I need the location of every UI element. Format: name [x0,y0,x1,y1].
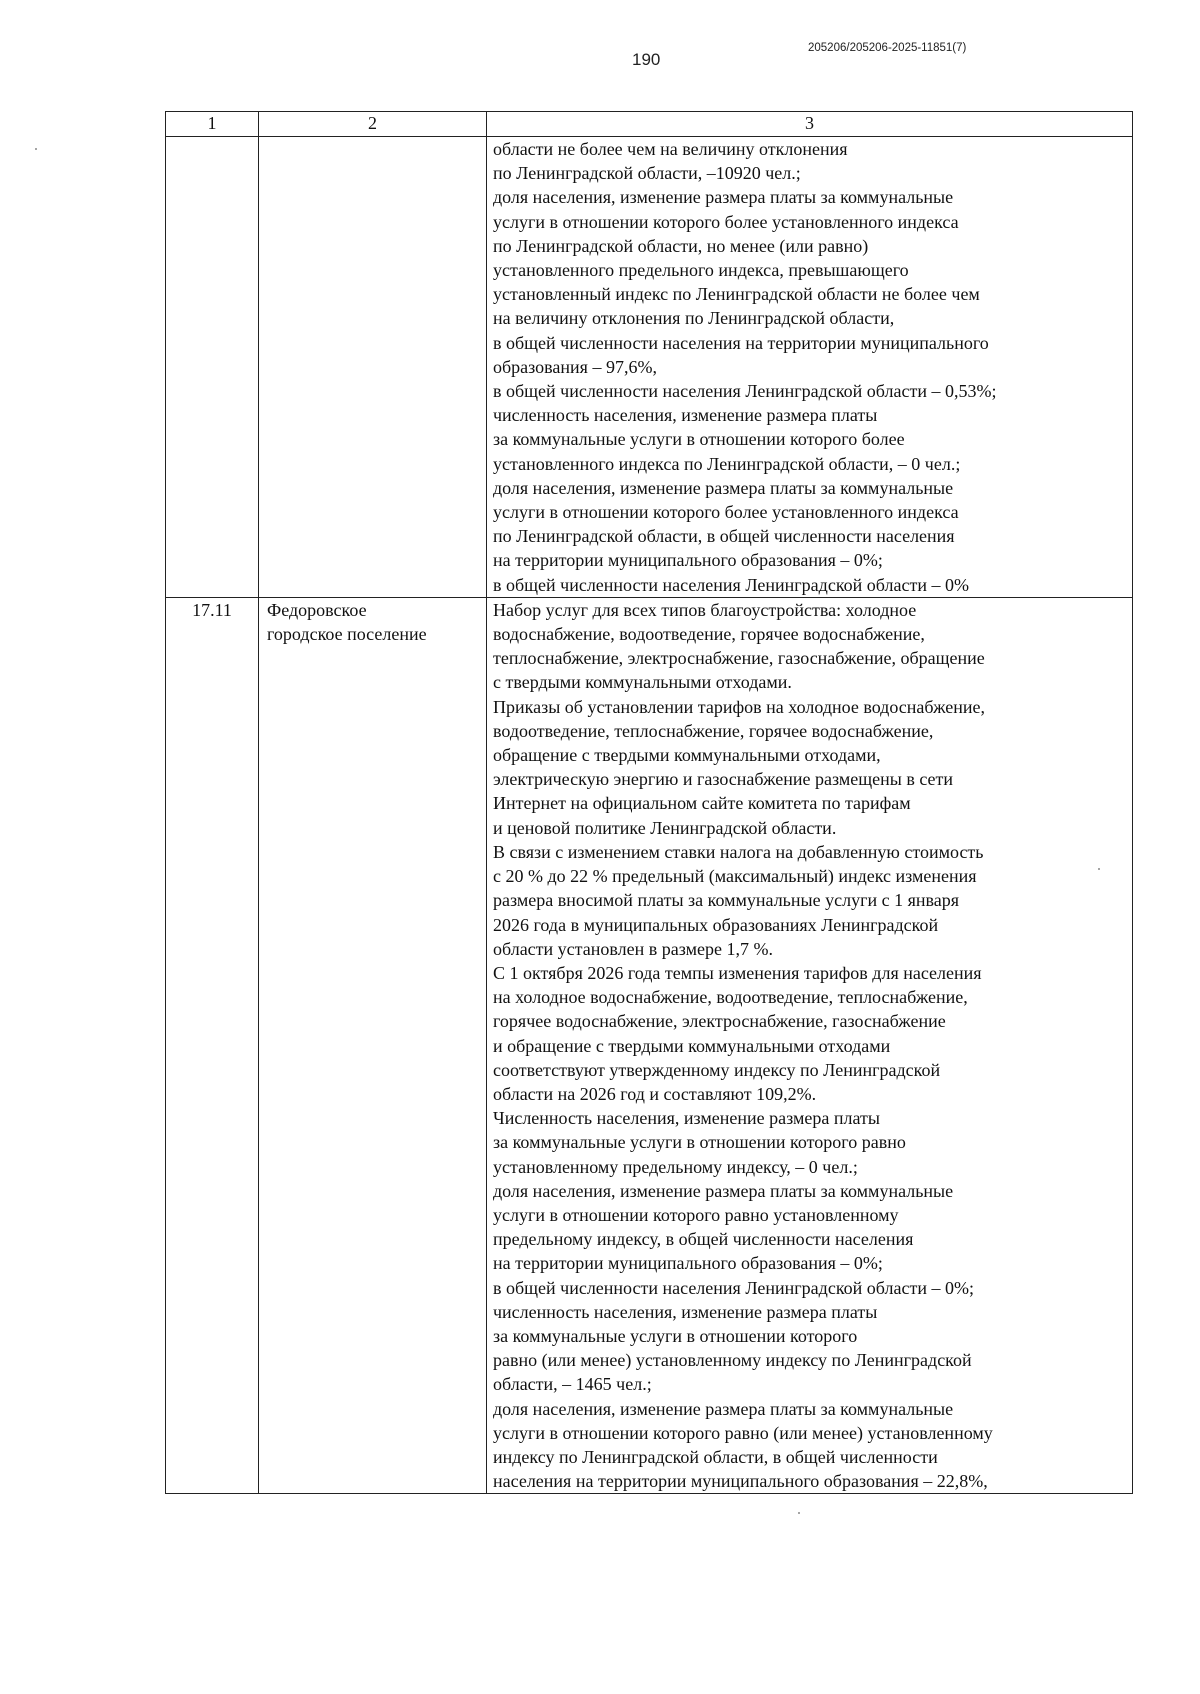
description-line: В связи с изменением ставки налога на добавленную стоимость [493,841,984,862]
description-line: области не более чем на величину отклонения [493,139,848,159]
description-line: образования – 97,6%, [493,356,657,377]
description-line: установленный индекс по Ленинградской области не более чем [493,284,980,305]
description-line: и ценовой политике Ленинградской области. [493,817,837,838]
column-header-2: 2 [259,112,487,137]
column-header-3: 3 [487,112,1133,137]
description-line: теплоснабжение, электроснабжение, газоснабжение, обращение [493,648,985,669]
scan-speck [35,148,37,150]
description-line: услуги в отношении которого равно установленному [493,1204,899,1225]
description-line: Приказы об установлении тарифов на холодное водоснабжение, [493,696,986,717]
description-line: в общей численности населения Ленинградской области – 0% [493,574,969,595]
scan-speck [798,1512,800,1514]
description-line: размера вносимой платы за коммунальные услуги с 1 января [493,890,960,911]
description-line: доля населения, изменение размера платы за коммунальные [493,1398,954,1419]
description-line: водоотведение, теплоснабжение, горячее водоснабжение, [493,720,934,741]
description-line: соответствуют утвержденному индексу по Ленинградской [493,1059,941,1080]
description-line: Набор услуг для всех типов благоустройства: холодное [493,599,917,620]
description-line: с 20 % до 22 % предельный (максимальный) индекс изменения [493,866,977,887]
description-line: установленного предельного индекса, превышающего [493,260,909,281]
description-line: за коммунальные услуги в отношении которого [493,1325,858,1346]
description-line: установленного индекса по Ленинградской области, – 0 чел.; [493,453,961,474]
page-number: 190 [632,50,661,69]
table-row-17-11 [166,597,1133,1494]
description-line: области, – 1465 чел.; [493,1374,652,1395]
scan-speck [1098,868,1100,870]
description-line: электрическую энергию и газоснабжение размещены в сети [493,769,954,790]
description-line: установленному предельному индексу, – 0 чел.; [493,1156,858,1177]
description-line: водоснабжение, водоотведение, горячее водоснабжение, [493,624,925,645]
description-cell [487,597,1133,1494]
table-header-row [166,112,1133,137]
description-line: численность населения, изменение размера платы [493,405,878,426]
description-line: в общей численности населения Ленинградской области – 0%; [493,1277,974,1298]
description-line: в общей численности населения Ленинградской области – 0,53%; [493,381,997,402]
description-line: индексу по Ленинградской области, в общей численности [493,1446,938,1467]
table-row-continuation [166,137,1133,598]
description-line: по Ленинградской области, в общей численности населения [493,526,955,547]
description-line: предельному индексу, в общей численности населения [493,1229,914,1250]
description-line: доля населения, изменение размера платы за коммунальные [493,187,954,208]
description-line: области на 2026 год и составляют 109,2%. [493,1083,817,1104]
row-number-cell [166,137,259,598]
description-line: услуги в отношении которого более установленного индекса [493,502,959,523]
description-line: обращение с твердыми коммунальными отходами, [493,745,881,766]
description-line: за коммунальные услуги в отношении которого более [493,429,905,450]
municipality-name-cell [259,597,487,1494]
description-line: в общей численности населения на территории муниципального [493,332,989,353]
description-line: горячее водоснабжение, электроснабжение, газоснабжение [493,1011,946,1032]
description-line: Численность населения, изменение размера платы [493,1108,880,1129]
row-number-cell: 17.11 [166,597,259,1494]
description-line: области установлен в размере 1,7 %. [493,938,773,959]
description-line: за коммунальные услуги в отношении которого равно [493,1132,906,1153]
description-cell [487,137,1133,598]
description-line: с твердыми коммунальными отходами. [493,672,792,693]
description-line: доля населения, изменение размера платы за коммунальные [493,477,954,498]
document-id: 205206/205206-2025-11851(7) [808,42,967,54]
description-line: на величину отклонения по Ленинградской области, [493,308,895,329]
description-line: численность населения, изменение размера платы [493,1301,878,1322]
description-line: доля населения, изменение размера платы за коммунальные [493,1180,954,1201]
document-table [165,111,1133,1494]
description-line: по Ленинградской области, –10920 чел.; [493,163,801,184]
column-header-1: 1 [166,112,259,137]
description-line: С 1 октября 2026 года темпы изменения тарифов для населения [493,962,982,983]
description-line: по Ленинградской области, но менее (или равно) [493,235,869,256]
description-line: на холодное водоснабжение, водоотведение, теплоснабжение, [493,987,968,1008]
description-line: услуги в отношении которого равно (или менее) установленному [493,1422,993,1443]
description-line: равно (или менее) установленному индексу по Ленинградской [493,1350,972,1371]
description-line: Интернет на официальном сайте комитета по тарифам [493,793,911,814]
description-line: 2026 года в муниципальных образованиях Ленинградской [493,914,939,935]
description-line: на территории муниципального образования – 0%; [493,550,883,571]
description-line: и обращение с твердыми коммунальными отходами [493,1035,891,1056]
municipality-name-cell [259,137,487,598]
description-line: населения на территории муниципального образования – 22,8%, [493,1471,988,1492]
description-line: на территории муниципального образования – 0%; [493,1253,883,1274]
municipality-name-line: Федоровское [267,599,367,620]
description-line: услуги в отношении которого более установленного индекса [493,211,959,232]
municipality-name-line: городское поселение [267,624,427,645]
